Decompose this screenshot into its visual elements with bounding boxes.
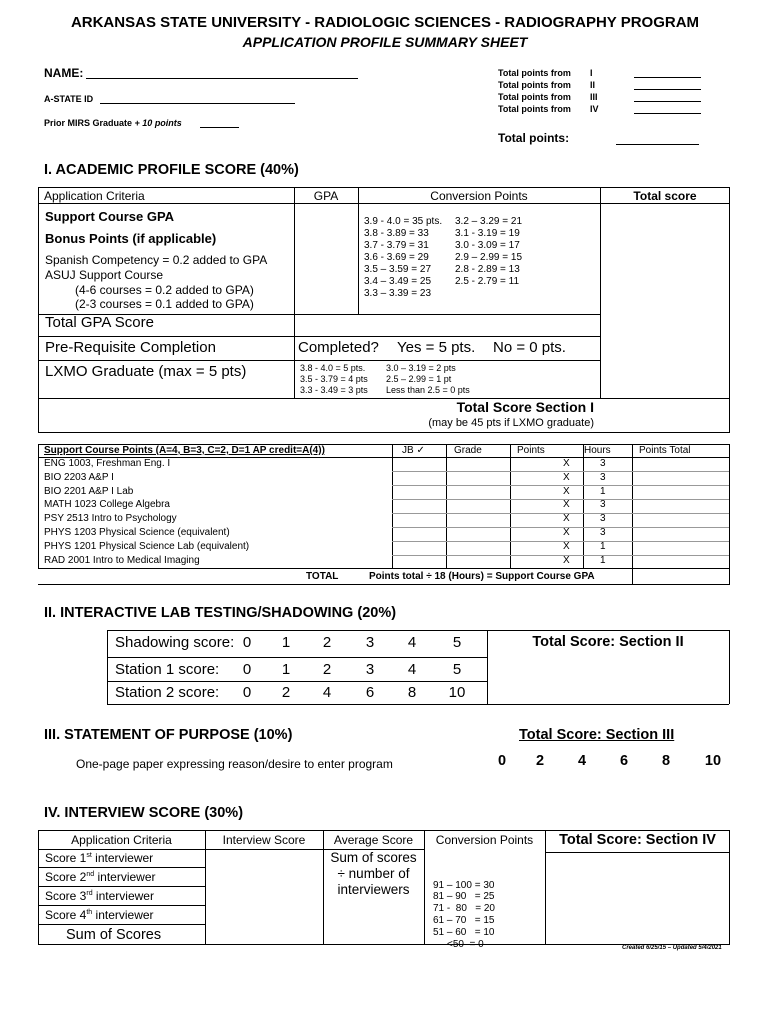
conversion-left: 3.9 - 4.0 = 35 pts. 3.8 - 3.89 = 33 3.7 - 3.79 = 31 3.6 - 3.69 = 29 3.5 – 3.59 = 27 3.4 – 3.49 = 25 3.3 – 3.39 = 23 <box>364 216 443 299</box>
shadowing-score-option[interactable]: 5 <box>452 634 462 651</box>
lxmo-left: 3.8 - 4.0 = 5 pts. 3.5 - 3.79 = 4 pts 3.3 - 3.49 = 3 pts <box>300 363 368 395</box>
course-x: X <box>563 499 570 511</box>
shadowing-score-option[interactable]: 0 <box>242 634 252 651</box>
course-name: RAD 2001 Intro to Medical Imaging <box>44 554 200 566</box>
course-hours: 3 <box>600 513 606 525</box>
course-x: X <box>563 554 570 566</box>
station2-score-option[interactable]: 4 <box>322 684 332 701</box>
course-hours: 1 <box>600 540 606 552</box>
completed-label: Completed? <box>298 339 379 356</box>
grand-total-label: Total points: <box>498 131 570 145</box>
course-hours: 1 <box>600 554 606 566</box>
totals-row-1: Total points from <box>498 68 571 78</box>
s1-col-criteria: Application Criteria <box>44 189 145 203</box>
purpose-score-option[interactable]: 4 <box>577 753 587 769</box>
course-name: BIO 2201 A&P I Lab <box>44 485 134 497</box>
page-title: ARKANSAS STATE UNIVERSITY - RADIOLOGIC SCIENCES - RADIOGRAPHY PROGRAM <box>70 14 700 31</box>
totals-numeral-4: IV <box>590 104 599 114</box>
totals-numeral-2: II <box>590 80 596 90</box>
name-field[interactable] <box>86 78 358 79</box>
s1-col-conversion: Conversion Points <box>430 189 528 203</box>
course-hours: 3 <box>600 471 606 483</box>
course-name: PHYS 1203 Physical Science (equivalent) <box>44 527 230 538</box>
station1-score-option[interactable]: 2 <box>322 661 332 678</box>
prereq-no[interactable]: No = 0 pts. <box>493 339 566 356</box>
station1-label: Station 1 score: <box>115 661 220 678</box>
prereq-yes[interactable]: Yes = 5 pts. <box>397 339 476 356</box>
station2-score-option[interactable]: 0 <box>242 684 252 701</box>
totals-numeral-3: III <box>590 92 598 102</box>
station1-score-option[interactable]: 5 <box>452 661 462 678</box>
courses-col-jb: JB ✓ <box>402 445 425 456</box>
course-name: PHYS 1201 Physical Science Lab (equivalent) <box>44 540 250 552</box>
totals-field-1[interactable] <box>634 77 701 78</box>
shadowing-label: Shadowing score: <box>115 634 235 651</box>
mirs-line: Prior MIRS Graduate + 10 points <box>44 118 182 128</box>
totals-row-3: Total points from <box>498 92 571 102</box>
average-score-text: Sum of scores ÷ number of interviewers <box>330 850 417 897</box>
s4-col-average: Average Score <box>333 833 414 847</box>
support-gpa-label: Support Course GPA <box>45 209 175 224</box>
s4-col-interview: Interview Score <box>222 833 306 847</box>
totals-row-2: Total points from <box>498 80 571 90</box>
totals-numeral-1: I <box>590 68 593 78</box>
courses-header: Support Course Points (A=4, B=3, C=2, D=1 AP credit=A(4)) <box>44 445 325 456</box>
purpose-score-option[interactable]: 0 <box>497 753 507 769</box>
interviewer-3: Score 3rd interviewer <box>45 889 154 903</box>
page-subtitle: APPLICATION PROFILE SUMMARY SHEET <box>242 34 528 50</box>
purpose-score-option[interactable]: 10 <box>704 753 722 769</box>
course-x: X <box>563 485 570 497</box>
course-x: X <box>563 513 570 525</box>
course-name: PSY 2513 Intro to Psychology <box>44 513 177 525</box>
section1-total-note: (may be 45 pts if LXMO graduate) <box>428 417 594 429</box>
footer-created: Created 6/25/15 – Updated 5/4/2021 <box>622 945 722 951</box>
shadowing-score-option[interactable]: 1 <box>281 634 291 651</box>
section4-heading: IV. INTERVIEW SCORE (30%) <box>44 805 244 821</box>
s4-col-criteria: Application Criteria <box>71 833 172 847</box>
asuj-a-label: (4-6 courses = 0.2 added to GPA) <box>75 283 254 297</box>
courses-total-label: TOTAL <box>306 571 339 582</box>
section1-heading: I. ACADEMIC PROFILE SCORE (40%) <box>44 162 299 178</box>
astate-field[interactable] <box>100 103 295 104</box>
conversion-right: 3.2 – 3.29 = 21 3.1 - 3.19 = 19 3.0 - 3.09 = 17 2.9 – 2.99 = 15 2.8 - 2.89 = 13 2.5 - 2.79 = 11 <box>455 216 523 287</box>
course-x: X <box>563 527 570 538</box>
spanish-label: Spanish Competency = 0.2 added to GPA <box>45 253 268 267</box>
prereq-label: Pre-Requisite Completion <box>45 339 216 356</box>
s4-col-total: Total Score: Section IV <box>559 832 716 848</box>
bonus-label: Bonus Points (if applicable) <box>45 231 217 246</box>
station1-score-option[interactable]: 4 <box>407 661 417 678</box>
course-x: X <box>563 540 570 552</box>
station1-score-option[interactable]: 0 <box>242 661 252 678</box>
asuj-label: ASUJ Support Course <box>45 268 164 282</box>
s4-col-conversion: Conversion Points <box>435 833 534 847</box>
name-label: NAME: <box>44 66 84 80</box>
section3-total-label: Total Score: Section III <box>519 727 675 743</box>
sum-of-scores: Sum of Scores <box>66 927 162 943</box>
shadowing-score-option[interactable]: 3 <box>365 634 375 651</box>
purpose-score-option[interactable]: 6 <box>619 753 629 769</box>
s1-col-gpa: GPA <box>313 189 339 203</box>
interview-conversion: 91 – 100 = 30 81 – 90 = 25 71 - 80 = 20 61 – 70 = 15 51 – 60 = 10 <50 = 0 <box>433 879 495 950</box>
lxmo-label: LXMO Graduate (max = 5 pts) <box>45 363 247 380</box>
courses-col-points: Points <box>517 445 545 456</box>
courses-col-points-total: Points Total <box>639 445 691 456</box>
shadowing-score-option[interactable]: 4 <box>407 634 417 651</box>
shadowing-score-option[interactable]: 2 <box>322 634 332 651</box>
courses-col-hours: Hours <box>584 445 611 456</box>
grand-total-field[interactable] <box>616 144 699 145</box>
station1-score-option[interactable]: 1 <box>281 661 291 678</box>
course-hours: 3 <box>600 499 606 511</box>
totals-field-3[interactable] <box>634 101 701 102</box>
station1-score-option[interactable]: 3 <box>365 661 375 678</box>
purpose-score-option[interactable]: 8 <box>661 753 671 769</box>
asuj-b-label: (2-3 courses = 0.1 added to GPA) <box>75 297 254 311</box>
total-gpa-label: Total GPA Score <box>45 314 154 331</box>
station2-score-option[interactable]: 10 <box>448 684 466 701</box>
mirs-field[interactable] <box>200 127 239 128</box>
course-name: ENG 1003, Freshman Eng. I <box>44 458 171 469</box>
course-x: X <box>563 458 570 469</box>
section2-total-label: Total Score: Section II <box>532 634 684 650</box>
totals-row-4: Total points from <box>498 104 571 114</box>
course-hours: 3 <box>600 458 606 469</box>
course-x: X <box>563 471 570 483</box>
station2-score-option[interactable]: 2 <box>281 684 291 701</box>
course-hours: 3 <box>600 527 606 538</box>
courses-formula: Points total ÷ 18 (Hours) = Support Course GPA <box>369 571 595 582</box>
s1-col-total: Total score <box>633 189 697 203</box>
section1-total-label: Total Score Section I <box>456 399 594 415</box>
station2-score-option[interactable]: 8 <box>407 684 417 701</box>
section3-heading: III. STATEMENT OF PURPOSE (10%) <box>44 727 293 743</box>
course-name: MATH 1023 College Algebra <box>44 499 170 511</box>
course-name: BIO 2203 A&P I <box>44 471 114 483</box>
purpose-score-option[interactable]: 2 <box>535 753 545 769</box>
courses-col-grade: Grade <box>454 445 482 456</box>
course-hours: 1 <box>600 485 606 497</box>
section2-heading: II. INTERACTIVE LAB TESTING/SHADOWING (20%) <box>44 605 397 621</box>
station2-label: Station 2 score: <box>115 684 220 701</box>
totals-field-4[interactable] <box>634 113 701 114</box>
interviewer-2: Score 2nd interviewer <box>45 870 156 884</box>
section3-description: One-page paper expressing reason/desire to enter program <box>76 757 393 771</box>
astate-label: A-STATE ID <box>44 94 94 104</box>
lxmo-right: 3.0 – 3.19 = 2 pts 2.5 – 2.99 = 1 pt Less than 2.5 = 0 pts <box>386 363 470 395</box>
interviewer-1: Score 1st interviewer <box>45 851 154 865</box>
station2-score-option[interactable]: 6 <box>365 684 375 701</box>
interviewer-4: Score 4th interviewer <box>45 908 154 922</box>
totals-field-2[interactable] <box>634 89 701 90</box>
